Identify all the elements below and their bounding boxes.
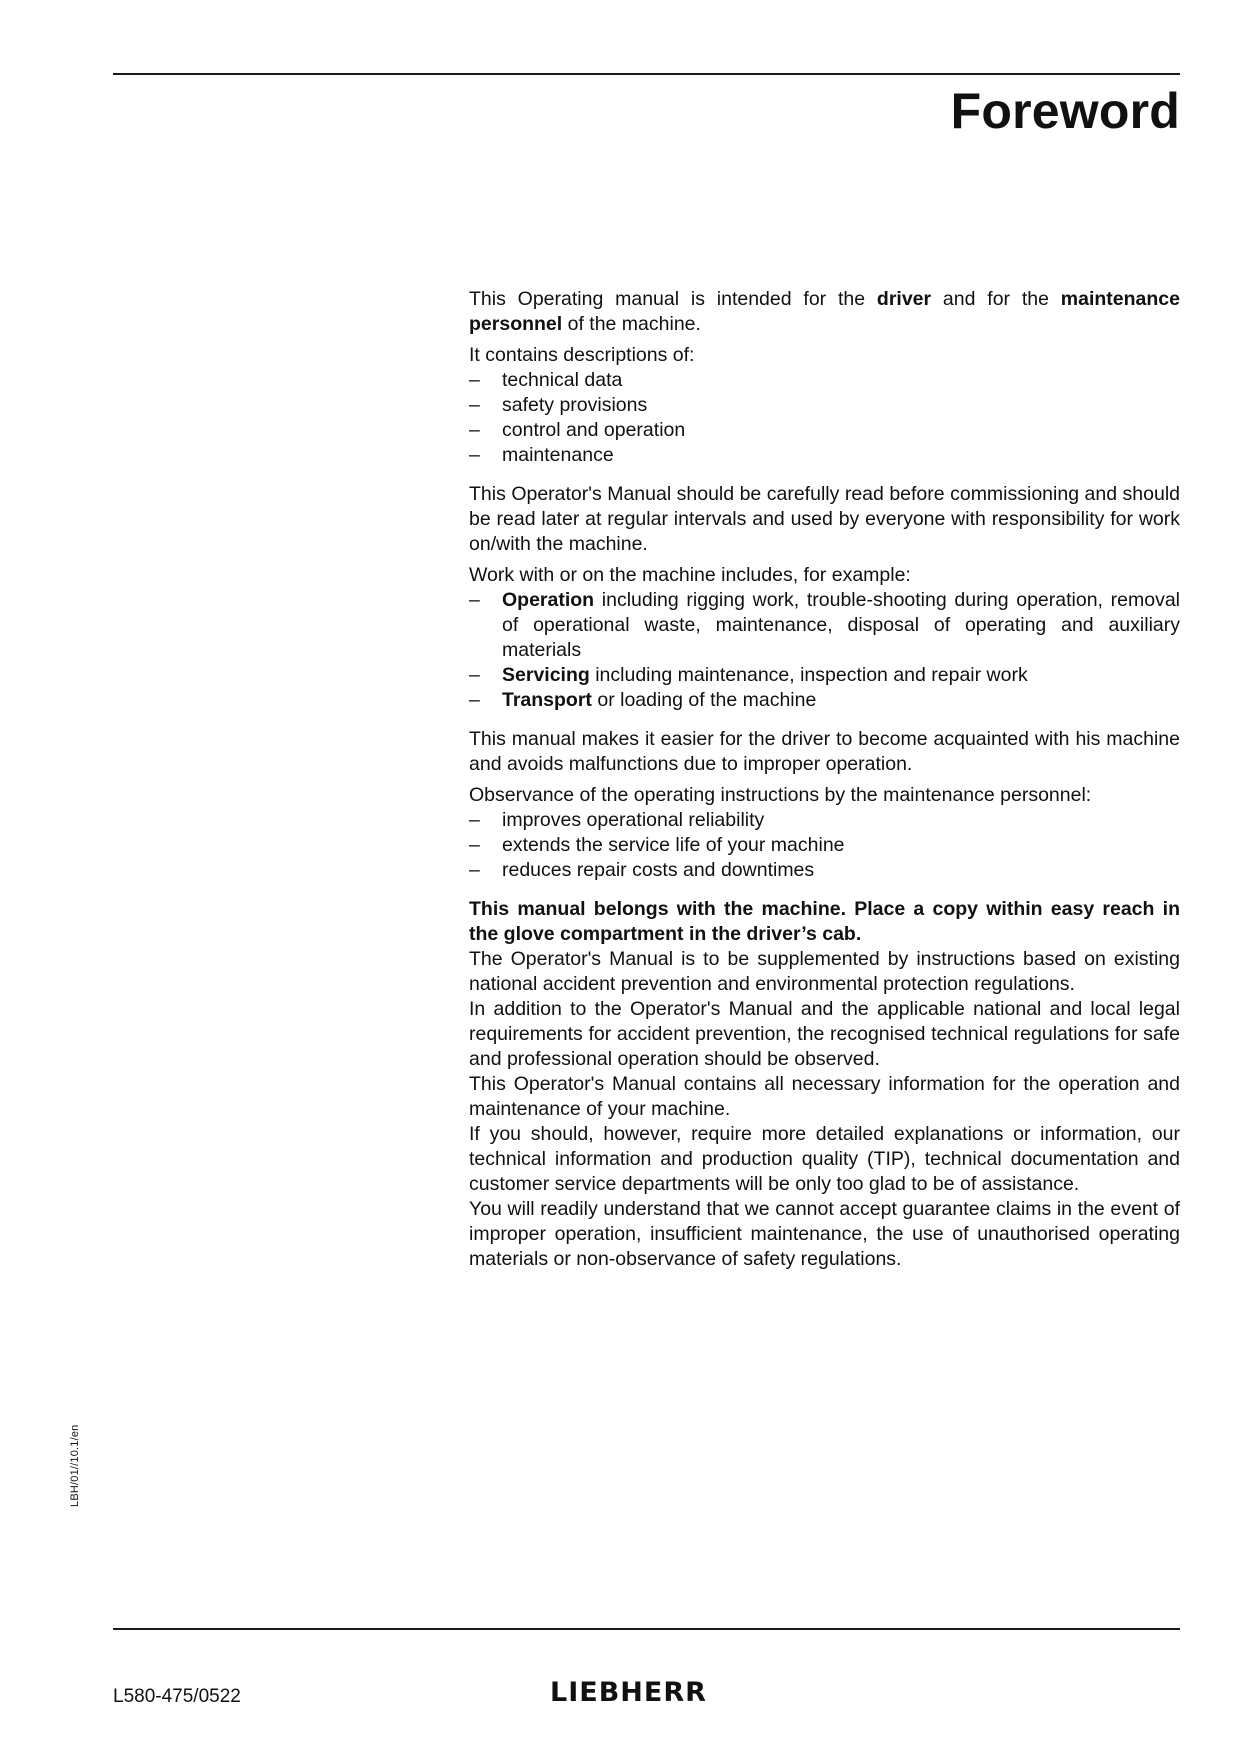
dash-bullet: – xyxy=(469,444,480,466)
dash-bullet: – xyxy=(469,419,480,441)
document-number: L580-475/0522 xyxy=(113,1686,241,1707)
liebherr-logo xyxy=(550,1680,744,1706)
list-item: – improves operational reliability xyxy=(469,809,765,831)
work-intro: Work with or on the machine includes, for example: xyxy=(469,564,911,586)
dash-bullet: – xyxy=(469,859,480,881)
document-side-code: LBH/01//10.1/en xyxy=(69,1424,81,1507)
list-item: – Servicing including maintenance, inspection and repair work xyxy=(469,664,1028,686)
maintenance-personnel-emphasis: maintenance personnel xyxy=(469,288,1180,335)
contains-intro: It contains descriptions of: xyxy=(469,344,695,366)
assistance-paragraph: If you should, however, require more detailed explanations or information, our technical information and production quality (TIP), technical documentation and customer service departments will be only too glad to be of assistance. xyxy=(469,1123,1180,1195)
easier-paragraph: This manual makes it easier for the driver to become acquainted with his machine and avoids malfunctions due to improper operation. xyxy=(469,728,1180,775)
contents-list xyxy=(469,368,1180,468)
observance-list xyxy=(469,808,1180,883)
driver-emphasis: driver xyxy=(876,288,932,310)
dash-bullet: – xyxy=(469,589,480,611)
logo-wordmark: LIEBHERR xyxy=(550,1680,707,1706)
top-rule xyxy=(113,73,1180,75)
dash-bullet: – xyxy=(469,809,480,831)
belongs-paragraph: This manual belongs with the machine. Place a copy within easy reach in the glove compartment in the driver’s cab. xyxy=(469,898,1180,945)
list-item: – Transport or loading of the machine xyxy=(469,689,817,711)
addition-paragraph: In addition to the Operator's Manual and the applicable national and local legal requirements for accident prevention, the recognised technical regulations for safe and professional operation should be observed. xyxy=(469,998,1180,1070)
work-list xyxy=(469,588,1180,713)
list-item: – extends the service life of your machine xyxy=(469,834,845,856)
contains-all-paragraph: This Operator's Manual contains all necessary information for the operation and maintenance of your machine. xyxy=(469,1073,1180,1120)
list-item: – maintenance xyxy=(469,444,614,466)
dash-bullet: – xyxy=(469,369,480,391)
observance-intro: Observance of the operating instructions by the maintenance personnel: xyxy=(469,784,1092,806)
page-title: Foreword xyxy=(950,83,1180,139)
dash-bullet: – xyxy=(469,394,480,416)
bottom-rule xyxy=(113,1628,1180,1630)
dash-bullet: – xyxy=(469,689,480,711)
list-item: – Operation including rigging work, trouble-shooting during operation, removal of operational waste, maintenance, disposal of operating and auxiliary materials xyxy=(469,589,1180,661)
read-paragraph: This Operator's Manual should be carefully read before commissioning and should be read later at regular intervals and used by everyone with responsibility for work on/with the machine. xyxy=(469,483,1180,555)
dash-bullet: – xyxy=(469,664,480,686)
list-item: – technical data xyxy=(469,369,623,391)
dash-bullet: – xyxy=(469,834,480,856)
list-item: – control and operation xyxy=(469,419,686,441)
list-item: – safety provisions xyxy=(469,394,648,416)
intro-paragraph: This Operating manual is intended for the driver and for the maintenance personnel of the machine. xyxy=(469,288,1180,335)
guarantee-paragraph: You will readily understand that we cannot accept guarantee claims in the event of improper operation, insufficient maintenance, the use of unauthorised operating materials or non-observance of safety regulations. xyxy=(469,1198,1180,1270)
supplement-paragraph: The Operator's Manual is to be supplemented by instructions based on existing national accident prevention and environmental protection regulations. xyxy=(469,948,1180,995)
list-item: – reduces repair costs and downtimes xyxy=(469,859,815,881)
foreword-content xyxy=(469,287,1180,1272)
